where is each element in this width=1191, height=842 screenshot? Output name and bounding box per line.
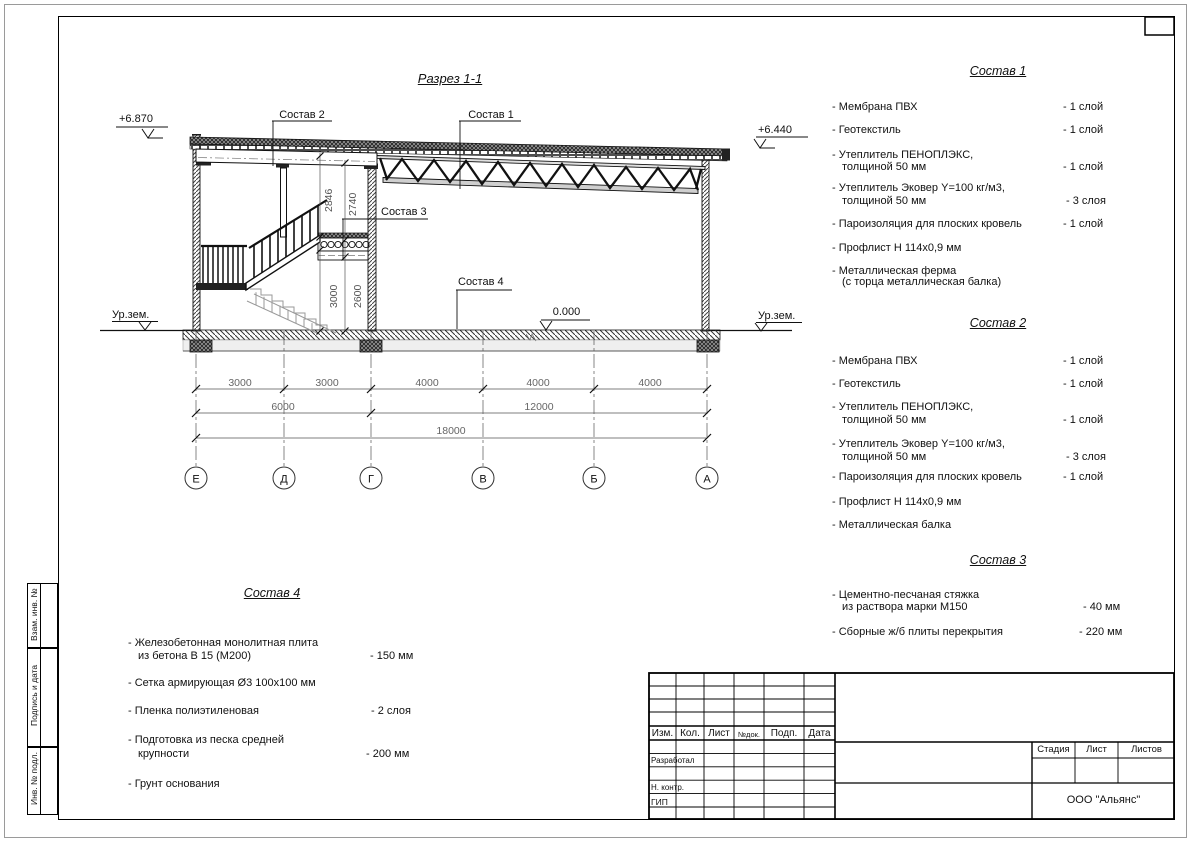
spec1-item-5: - Пароизоляция для плоских кровель <box>832 218 1022 230</box>
spec4-value-4: - 200 мм <box>366 748 410 760</box>
elevation-zero: 0.000 <box>552 306 581 318</box>
spec2-value-1: - 1 слой <box>1063 355 1104 367</box>
spec3-value-1: - 40 мм <box>1083 601 1121 613</box>
hdim-3: 4000 <box>415 377 439 389</box>
titleblock-col-data: Дата <box>808 728 831 739</box>
spec1-item-4: - Утеплитель Эковер Y=100 кг/м3, <box>832 182 1005 194</box>
hdim-6000: 6000 <box>271 401 295 413</box>
axis-bubble-v: В <box>479 473 487 486</box>
vdim-2600: 2600 <box>352 284 364 308</box>
spec2-item-2: - Геотекстиль <box>832 378 901 390</box>
stair-landing <box>196 283 248 290</box>
elevation-left: +6.870 <box>119 113 153 125</box>
spec2-item-5: - Пароизоляция для плоских кровель <box>832 471 1022 483</box>
stair-lower-flight <box>247 289 336 333</box>
spec2-item-1: - Мембрана ПВХ <box>832 355 918 367</box>
spec2-value-3: - 1 слой <box>1063 414 1104 426</box>
vdim-3000: 3000 <box>328 284 340 308</box>
spec1-value-4: - 3 слоя <box>1066 195 1107 207</box>
format-stamp-box <box>1145 17 1174 35</box>
spec3-title: Состав 3 <box>969 553 1027 567</box>
spec4-item-3: - Пленка полиэтиленовая <box>128 705 259 717</box>
spec3-item-1: - Цементно-песчаная стяжка <box>832 589 980 601</box>
spec4-value-3: - 2 слоя <box>371 705 412 717</box>
titleblock-stage: Стадия <box>1037 744 1070 755</box>
spec3-item-1b: из раствора марки М150 <box>842 601 968 613</box>
titleblock-row-gip: ГИП <box>651 796 668 807</box>
spec1-value-3: - 1 слой <box>1063 161 1104 173</box>
floor-slab <box>183 330 720 352</box>
axis-bubble-e: Е <box>192 473 200 486</box>
axis-bubble-d: Д <box>280 473 288 486</box>
sidebar-label-vzam: Взам. инв. № <box>29 588 39 641</box>
titleblock-company: ООО "Альянс" <box>1066 794 1141 806</box>
spec2-item-6: - Профлист Н 114х0,9 мм <box>832 496 962 508</box>
spec1-item-1: - Мембрана ПВХ <box>832 101 918 113</box>
vdim-2740: 2740 <box>347 192 359 216</box>
spec1-title: Состав 1 <box>969 64 1027 78</box>
titleblock-col-kol: Кол. <box>680 728 700 739</box>
section-title: Разрез 1-1 <box>417 71 483 86</box>
titleblock-row-razrabotal: Разработал <box>651 756 695 765</box>
spec1-item-4b: толщиной 50 мм <box>842 195 927 207</box>
axis-bubble-g: Г <box>368 473 374 486</box>
titleblock-col-list: Лист <box>708 728 730 739</box>
callout-sostav2: Состав 2 <box>279 109 325 121</box>
spec1-item-3: - Утеплитель ПЕНОПЛЭКС, <box>832 149 974 161</box>
callout-sostav4: Состав 4 <box>458 276 504 288</box>
titleblock-sheet: Лист <box>1086 744 1107 755</box>
spec4-item-1: - Железобетонная монолитная плита <box>128 637 319 649</box>
spec4-item-4: - Подготовка из песка средней <box>128 734 284 746</box>
ground-level-right: Ур.зем. <box>758 310 796 322</box>
spec3-item-2: - Сборные ж/б плиты перекрытия <box>832 626 1003 638</box>
titleblock-row-nkontr: Н. контр. <box>651 783 685 792</box>
spec1-item-3b: толщиной 50 мм <box>842 161 927 173</box>
second-floor-slab <box>318 233 369 260</box>
spec4-item-1b: из бетона В 15 (М200) <box>138 650 251 662</box>
spec4-value-1: - 150 мм <box>370 650 414 662</box>
axis-bubble-a: А <box>703 473 711 486</box>
spec4-item-5: - Грунт основания <box>128 778 220 790</box>
titleblock-sheets: Листов <box>1131 744 1162 755</box>
spec2-item-7: - Металлическая балка <box>832 519 952 531</box>
callout-sostav1: Состав 1 <box>468 109 514 121</box>
spec1-value-1: - 1 слой <box>1063 101 1104 113</box>
spec1-item-7: - Металлическая ферма <box>832 265 957 277</box>
callout-sostav3: Состав 3 <box>381 206 427 218</box>
titleblock-col-izm: Изм. <box>651 728 674 739</box>
hdim-5: 4000 <box>638 377 662 389</box>
spec2-value-2: - 1 слой <box>1063 378 1104 390</box>
spec2-item-4: - Утеплитель Эковер Y=100 кг/м3, <box>832 438 1005 450</box>
titleblock-col-ndok: №док. <box>738 730 760 739</box>
spec3-value-2: - 220 мм <box>1079 626 1123 638</box>
spec4-title: Состав 4 <box>243 586 301 600</box>
vdim-2846: 2846 <box>323 188 335 212</box>
spec1-item-2: - Геотекстиль <box>832 124 901 136</box>
titleblock-col-podp: Подп. <box>770 728 798 739</box>
axis-bubble-b: Б <box>590 473 598 486</box>
spec2-title: Состав 2 <box>969 316 1027 330</box>
spec1-item-6: - Профлист Н 114х0,9 мм <box>832 242 962 254</box>
staircase <box>196 200 336 333</box>
axis-grid <box>185 331 718 489</box>
spec4-item-4b: крупности <box>138 748 190 760</box>
spec1-item-7b: (с торца металлическая балка) <box>842 276 1002 288</box>
hdim-1: 3000 <box>228 377 252 389</box>
sidebar-label-inv: Инв. № подл. <box>29 752 39 805</box>
hdim-2: 3000 <box>315 377 339 389</box>
spec2-item-3: - Утеплитель ПЕНОПЛЭКС, <box>832 401 974 413</box>
sidebar-label-podpis: Подпись и дата <box>29 664 39 726</box>
ground-level-left: Ур.зем. <box>112 309 150 321</box>
spec2-item-3b: толщиной 50 мм <box>842 414 927 426</box>
spec2-value-4: - 3 слоя <box>1066 451 1107 463</box>
roof-truss <box>377 156 705 194</box>
spec1-value-5: - 1 слой <box>1063 218 1104 230</box>
hdim-12000: 12000 <box>524 401 554 413</box>
spec4-item-2: - Сетка армирующая Ø3 100х100 мм <box>128 677 316 689</box>
elevation-right: +6.440 <box>758 124 792 136</box>
hdim-4: 4000 <box>526 377 550 389</box>
spec2-item-4b: толщиной 50 мм <box>842 451 927 463</box>
spec2-value-5: - 1 слой <box>1063 471 1104 483</box>
hdim-18000: 18000 <box>436 425 466 437</box>
spec1-value-2: - 1 слой <box>1063 124 1104 136</box>
